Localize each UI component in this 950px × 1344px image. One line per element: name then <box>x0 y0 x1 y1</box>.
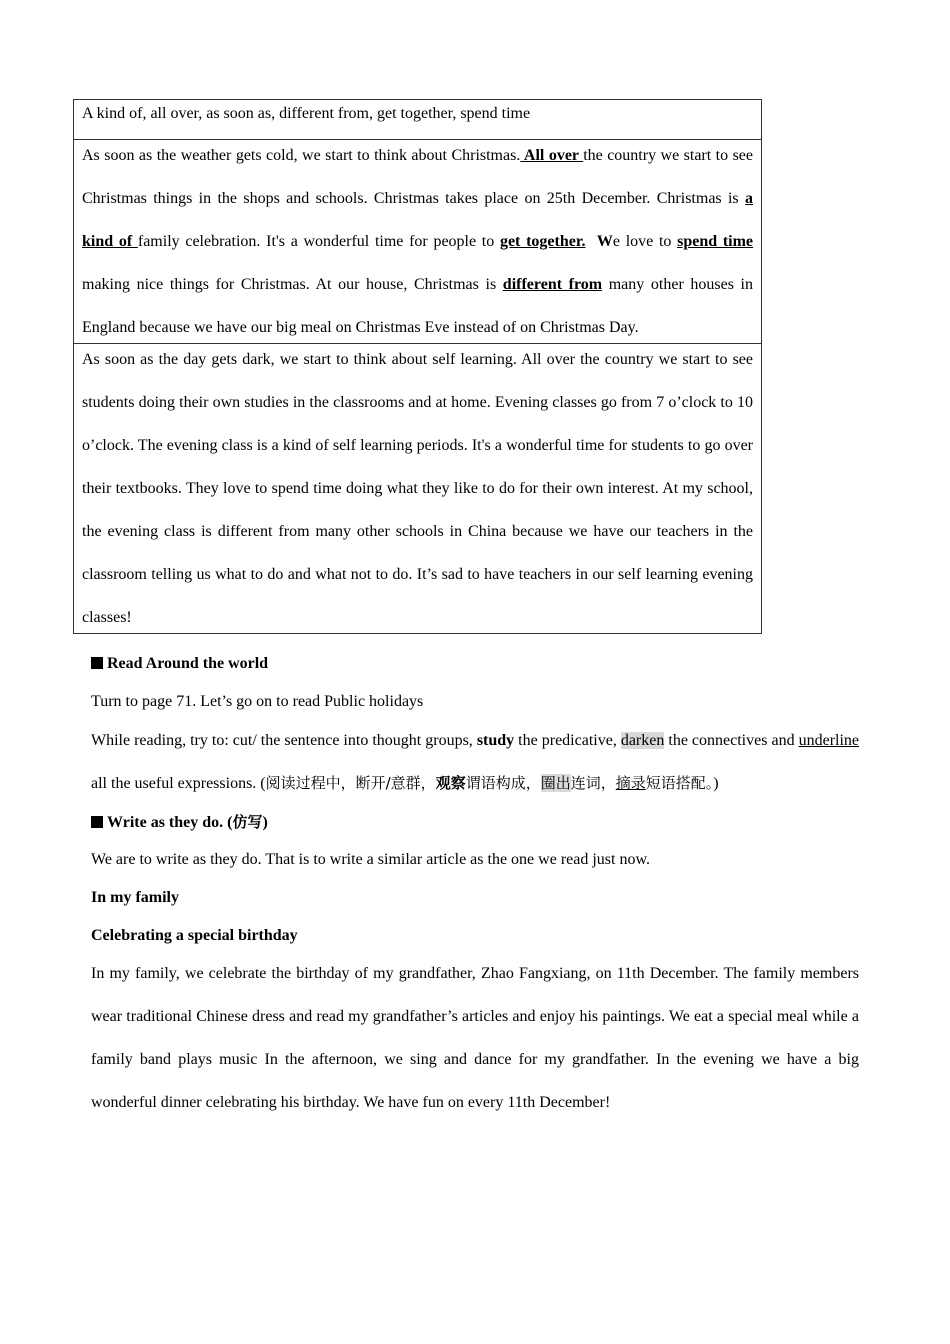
write-heading-text: Write as they do. ( <box>107 814 233 831</box>
text-run: the country we start to see Christmas things in the shops and schools. Christmas takes place on 25th December. Christmas is <box>82 147 754 207</box>
study-word: study <box>476 732 515 749</box>
text-run: making nice things for Christmas. At our house, Christmas is <box>82 276 503 293</box>
text-run: e love to <box>612 233 678 250</box>
write-heading-chinese: 仿写 <box>232 813 263 831</box>
chinese-text: 阅读过程中，断开/意群， <box>265 774 436 792</box>
read-around-heading-text: Read Around the world <box>107 655 269 672</box>
phrase-list: A kind of, all over, as soon as, different from, get together, spend time <box>82 105 531 122</box>
article-title-1: In my family <box>91 889 179 906</box>
chinese-text: 谓语构成， <box>465 774 541 792</box>
read-around-line1: Turn to page 71. Let’s go on to read Public holidays <box>91 693 424 710</box>
text-run <box>585 233 596 250</box>
chinese-underline-text: 摘录 <box>615 774 646 792</box>
square-bullet-icon <box>91 816 103 828</box>
write-line1: We are to write as they do. That is to write a similar article as the one we read just now. <box>91 851 650 868</box>
text-run: the predicative, <box>514 732 621 749</box>
chinese-highlight-text: 圈出 <box>540 774 571 792</box>
darken-word: darken <box>620 732 665 749</box>
reading-instructions <box>91 719 859 805</box>
square-bullet-icon <box>91 657 103 669</box>
text-run: many other houses in England because we have our big meal on Christmas Eve instead of on Christmas Day. <box>82 276 754 336</box>
text-run: family celebration. It's a wonderful time for people to <box>137 233 500 250</box>
text-run: ) <box>713 775 719 792</box>
write-heading-end: ) <box>262 814 268 831</box>
key-phrase-different-from: different from <box>502 276 603 293</box>
key-phrase-all-over: All over <box>520 147 584 164</box>
imitation-text: As soon as the day gets dark, we start to think about self learning. All over the country we start to see students doing their own studies in the classrooms and at home. Evening classes go from 7 o’clock to 10 o’clock. The evening class is a kind of self learning periods. It's a wonderful time for students to go over their textbooks. They love to spend time doing what they like to do for their own interest. At my school, the evening class is different from many other schools in China because we have our teachers in the classroom telling us what to do and what not to do. It’s sad to have teachers in our self learning evening classes! <box>82 351 753 626</box>
chinese-text: 连词， <box>570 774 616 792</box>
read-around-heading <box>91 652 859 676</box>
text-run: all the useful expressions. ( <box>91 775 266 792</box>
text-run: While reading, try to: cut/ the sentence into thought groups, <box>91 732 477 749</box>
write-heading <box>91 810 859 835</box>
chinese-bold-text: 观察 <box>435 774 466 792</box>
key-phrase-a-kind-of: a kind of <box>82 190 753 250</box>
key-phrase-spend-time: spend time <box>677 233 754 250</box>
article-body: In my family, we celebrate the birthday of my grandfather, Zhao Fangxiang, on 11th December. The family members wear traditional Chinese dress and read my grandfather’s articles and enjoy his paintings. We eat a special meal while a family band plays music In the afternoon, we sing and dance for my grandfather. In the evening we have a big wonderful dinner celebrating his birthday. We have fun on every 11th December! <box>91 965 859 1111</box>
text-run-bold: W <box>596 233 613 250</box>
article-title-2: Celebrating a special birthday <box>91 927 298 944</box>
text-run: the connectives and <box>664 732 799 749</box>
original-text-cell <box>74 139 761 349</box>
text-run: As soon as the weather gets cold, we start to think about Christmas. <box>82 147 521 164</box>
key-phrase-get-together: get together. <box>499 233 586 250</box>
original-text <box>82 134 753 349</box>
chinese-text: 短语搭配。 <box>645 774 714 792</box>
phrase-table <box>73 99 762 634</box>
imitation-text-cell <box>74 343 761 639</box>
underline-word: underline <box>798 732 860 749</box>
